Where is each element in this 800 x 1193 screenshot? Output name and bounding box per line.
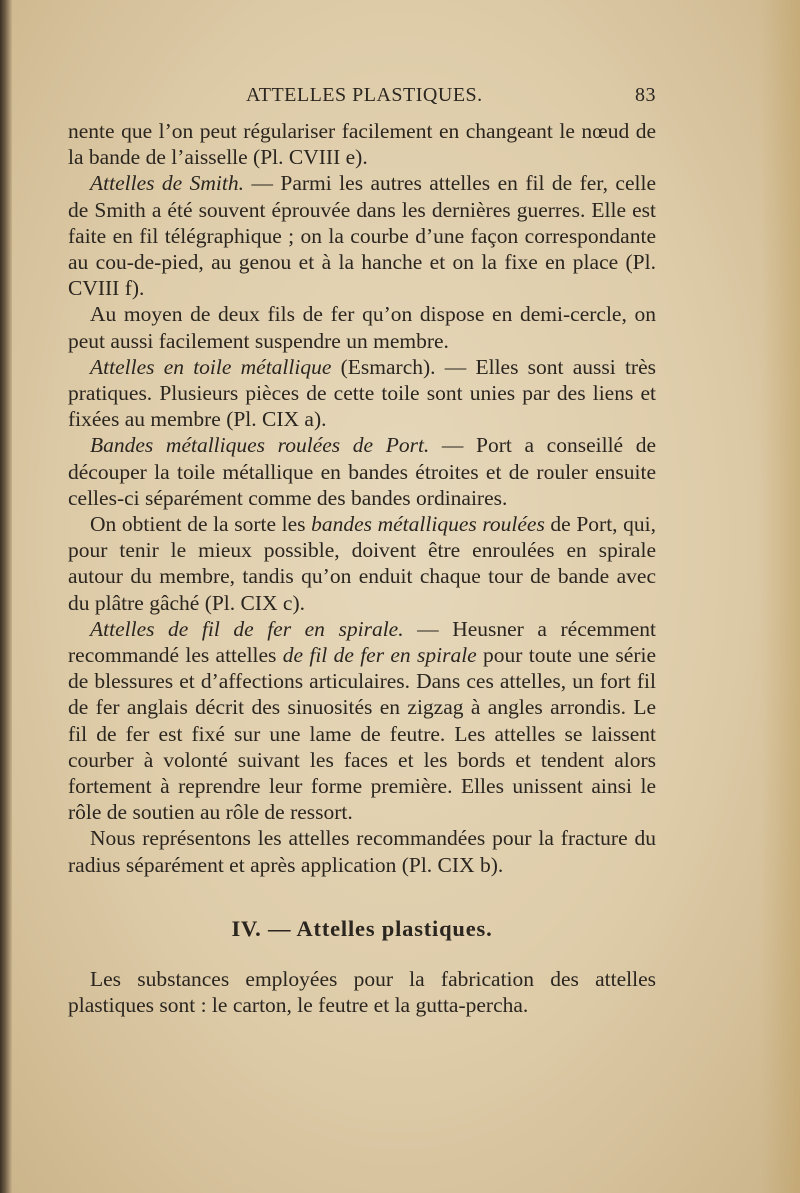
paragraph-text: de Port, qui, pour tenir le mieux possible, doivent être enroulées en spirale autour du membre, tandis qu’on enduit chaque tour de bande avec du plâtre gâché (Pl. CIX c). [68, 512, 656, 615]
paragraph-closing [68, 966, 656, 1018]
paragraph-smith [68, 170, 656, 301]
page-header [68, 84, 656, 112]
page-edge-shadow [760, 0, 800, 1193]
paragraph-lead: Attelles en toile métallique [90, 354, 332, 379]
paragraph-port [68, 432, 656, 511]
page-number: 83 [635, 84, 656, 106]
paragraph-suspension [68, 301, 656, 353]
paragraph-lead: Bandes métalliques roulées de Port. [90, 433, 430, 458]
binding-edge [0, 0, 12, 1193]
paragraph-italic: bandes métalliques roulées [311, 512, 545, 537]
paragraph-text: Nous représentons les attelles recommandées pour la fracture du radius séparément et après application (Pl. CIX b). [68, 826, 656, 877]
running-title: ATTELLES PLASTIQUES. [246, 84, 483, 106]
paragraph-lead: Attelles de Smith. [90, 171, 244, 196]
paragraph-text: pour toute une série de blessures et d’affections articulaires. Dans ces attelles, un fort fil de fer anglais décrit des sinuosités en zigzag à angles arrondis. Le fil de fer est fixé sur une lame de feutre. Les attelles se laissent courber à volonté suivant les faces et les bords et tendent alors fortement à reprendre leur forme première. Elles unissent ainsi le rôle de soutien au rôle de ressort. [68, 643, 656, 825]
section-heading: IV. — Attelles plastiques. [231, 915, 493, 941]
paragraph-text: Au moyen de deux fils de fer qu’on dispose en demi-cercle, on peut aussi facilement suspendre un membre. [68, 302, 656, 353]
paragraph-text: Les substances employées pour la fabrication des attelles plastiques sont : le carton, le feutre et la gutta-percha. [68, 967, 656, 1018]
paragraph-toile [68, 354, 656, 433]
paragraph-text: nente que l’on peut régulariser facilement en changeant le nœud de la bande de l’aisselle (Pl. CVIII e). [68, 119, 656, 170]
paragraph-lead: Attelles de fil de fer en spirale. [90, 616, 404, 641]
paragraph-1 [68, 118, 656, 170]
paragraph-text: — Port a conseillé de découper la toile métallique en bandes étroites et de rouler ensuite celles-ci séparément comme des bandes ordinaires. [68, 433, 656, 510]
paragraph-text: (Esmarch). — Elles sont aussi très pratiques. Plusieurs pièces de cette toile sont unies par des liens et fixées au membre (Pl. CIX a). [68, 354, 656, 432]
paragraph-before: — Heusner a récemment recommandé les attelles [68, 616, 656, 668]
paragraph-bandes [68, 511, 656, 616]
paragraph-before: On obtient de la sorte les [90, 512, 312, 537]
paragraph-spirale [68, 616, 656, 826]
paragraph-text: — Parmi les autres attelles en fil de fer, celle de Smith a été souvent éprouvée dans les dernières guerres. Elle est faite en fil télégraphique ; on la courbe d’une façon correspondante au cou-de-pied, au genou et à la hanche et on la fixe en place (Pl. CVIII f). [68, 171, 656, 301]
paragraph-radius [68, 825, 656, 877]
paragraph-italic: de fil de fer en spirale [282, 643, 477, 668]
body-text [68, 118, 656, 1019]
